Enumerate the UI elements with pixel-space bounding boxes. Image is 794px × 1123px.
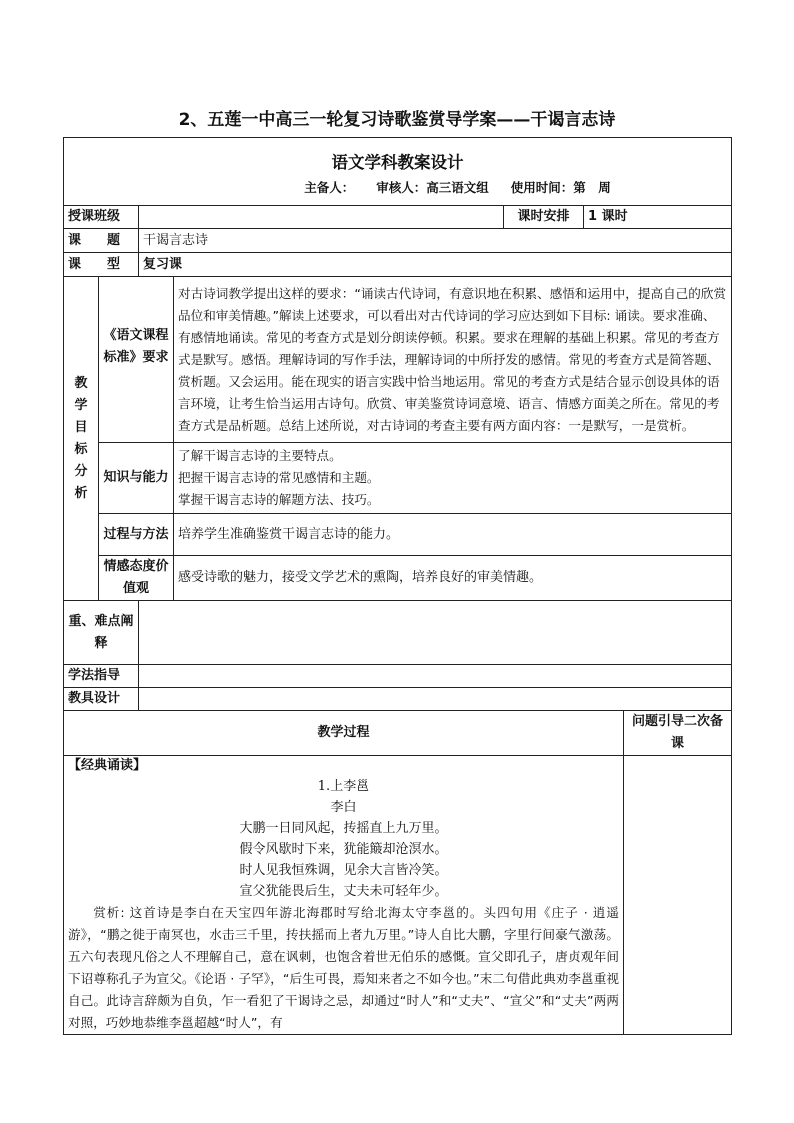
process-method-text: 培养学生准确鉴赏干谒言志诗的能力。: [174, 514, 732, 556]
curriculum-standard-label: 《语文课程标准》要求: [99, 277, 174, 443]
poem-line: 时人见我恒殊调，见余大言皆冷笑。: [239, 863, 448, 878]
key-points-value: [139, 601, 732, 665]
study-method-value: [139, 665, 732, 688]
class-label: 授课班级: [64, 206, 139, 229]
poem-line: 假令风歇时下来，犹能簸却沧溟水。: [239, 842, 448, 857]
knowledge-ability-text: 了解干谒言志诗的主要特点。 把握干谒言志诗的常见感情和主题。 掌握干谒言志诗的解题方法、技巧。: [174, 443, 732, 514]
schedule-value: 1 课时: [584, 206, 732, 229]
topic-label: 课 题: [64, 229, 139, 253]
emotion-value-text: 感受诗歌的魅力，接受文学艺术的熏陶，培养良好的审美情趣。: [174, 556, 732, 601]
schedule-label: 课时安排: [504, 206, 584, 229]
topic-value: 干谒言志诗: [139, 229, 732, 253]
second-prep-cell: [624, 756, 732, 1035]
curriculum-standard-text: 对古诗词教学提出这样的要求：“诵读古代诗词，有意识地在积累、感悟和运用中，提高自己的欣赏品位和审美情趣。”解读上述要求，可以看出对古代诗词的学习应达到如下目标: 诵读。要求准确、有感情地诵读。常见的考查方式是划分朗读停顿。积累。要求在理解的基础上积累。常见的考查方式是默写。感悟。理解诗词的写作手法，理解诗词的中所抒发的感情。常见的考查方式是简答题、赏析题。又会运用。能在现实的语言实践中恰当地运用。常见的考查方式是结合显示创设具体的语言环境，让考生恰当运用古诗句。欣赏、审美鉴赏诗词意境、语言、情感方面美之所在。常见的考查方式是品析题。总结上述所说，对古诗词的考查主要有两方面内容：一是默写，一是赏析。: [174, 277, 732, 443]
lesson-plan-table: [63, 137, 732, 1035]
reviewer-label: 审核人：高三语文组: [376, 179, 489, 195]
process-method-label: 过程与方法: [99, 514, 174, 556]
document-title: 2、五莲一中高三一轮复习诗歌鉴赏导学案——干谒言志诗: [178, 110, 616, 130]
poem-line: 宣父犹能畏后生，丈夫未可轻年少。: [239, 884, 448, 899]
type-value: 复习课: [139, 253, 732, 277]
poem-commentary: 赏析: 这首诗是李白在天宝四年游北海郡时写给北海太守李邕的。头四句用《庄子 · 逍遥游》，“鹏之徙于南冥也，水击三千里，抟扶摇而上者九万里。”诗人自比大鹏，字里行间豪气激荡。五六句表现凡俗之人不理解自己，意在讽刺，也饱含着世无伯乐的感慨。宣父即孔子，唐贞观年间下诏尊称孔子为宣父。《论语 · 子罕》，“后生可畏，焉知来者之不如今也。”末二句借此典劝李邕重视自己。此诗言辞颇为自负，乍一看犯了干谒诗之忌，却通过“时人”和“丈夫”、“宣父”和“丈夫”两两对照，巧妙地恭维李邕超越“时人”，有: [68, 905, 619, 1030]
classic-reading-label: 【经典诵读】: [68, 758, 147, 773]
key-points-label: 重、难点阐释: [64, 601, 139, 665]
class-value: [139, 206, 504, 229]
emotion-value-label: 情感态度价值观: [99, 556, 174, 601]
teaching-process-header: 教学过程: [64, 711, 624, 756]
poem-line: 大鹏一日同风起，抟摇直上九万里。: [239, 821, 448, 836]
poem-title: 1.上李邕: [317, 779, 370, 794]
author-label: 主备人：: [304, 179, 355, 195]
study-method-label: 学法指导: [64, 665, 139, 688]
usage-time-label: 使用时间：第 周: [510, 179, 611, 195]
teaching-tools-value: [139, 688, 732, 711]
type-label: 课 型: [64, 253, 139, 277]
teaching-goals-label: 教 学 目 标 分 析: [64, 277, 99, 601]
poem-block: [68, 776, 619, 902]
knowledge-ability-label: 知识与能力: [99, 443, 174, 514]
classic-reading-section: [64, 756, 624, 1035]
teaching-tools-label: 教具设计: [64, 688, 139, 711]
plan-title: 语文学科教案设计: [331, 152, 464, 172]
poem-author: 李白: [330, 800, 357, 815]
plan-header: [64, 138, 732, 206]
second-prep-header: 问题引导二次备课: [624, 711, 732, 756]
